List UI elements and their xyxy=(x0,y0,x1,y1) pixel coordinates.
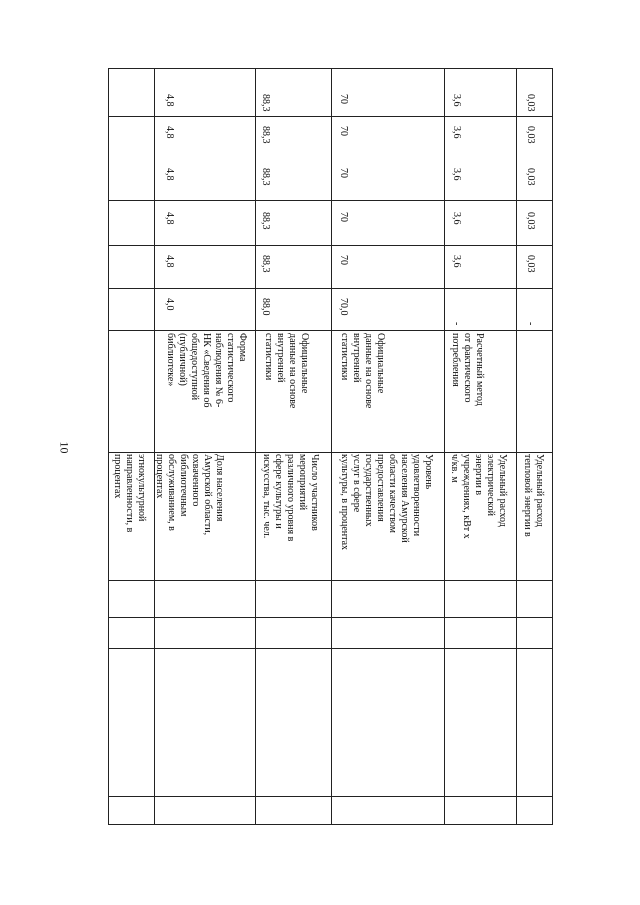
value-cell-2-0: 88,0 xyxy=(260,298,271,316)
col-divider-2 xyxy=(108,200,553,201)
row-divider-1 xyxy=(154,68,155,825)
col-divider-1 xyxy=(108,116,553,117)
col-divider-5 xyxy=(108,330,553,331)
value-cell-5-4: 0,03 xyxy=(525,126,536,144)
value-cell-2-5: 70 xyxy=(338,94,349,104)
value-cell-3-0: 70,0 xyxy=(338,298,349,316)
indicator-cell-0: этнокультурной направленности, в процентах xyxy=(112,454,147,533)
value-cell-5-1: 0,03 xyxy=(525,255,536,273)
value-cell-4-5: 0,03 xyxy=(525,94,536,112)
value-cell-5-2: 0,03 xyxy=(525,212,536,230)
value-cell-3-1: 70 xyxy=(338,255,349,265)
value-cell-3-3: 70 xyxy=(338,168,349,178)
indicator-cell-1: Доля населения Амурской области, охваченного библиотечным обслуживанием, в процентах xyxy=(154,454,225,536)
value-cell-1-0: 4,0 xyxy=(164,298,175,311)
row-divider-4 xyxy=(444,68,445,825)
value-cell-2-3: 88,3 xyxy=(260,168,271,186)
method-cell-2: Официальные данные на основе внутренней статистики xyxy=(263,333,310,409)
value-cell-5-3: 0,03 xyxy=(525,168,536,186)
page-number: 10 xyxy=(57,441,72,454)
method-cell-3: Официальные данные на основе внутренней статистики xyxy=(339,333,386,409)
value-cell-4-1: 3,6 xyxy=(451,255,462,268)
value-cell-2-4: 88,3 xyxy=(260,126,271,144)
value-cell-4-3: 3,6 xyxy=(451,168,462,181)
value-cell-5-0: - xyxy=(525,322,536,326)
value-cell-3-5: 3,6 xyxy=(451,94,462,107)
indicator-cell-4: Удельный расход электрической энергии в учреждениях, кВт х ч/кв. м xyxy=(449,454,508,539)
value-cell-0-5: 4,8 xyxy=(164,94,175,107)
col-divider-10 xyxy=(108,796,553,797)
col-divider-4 xyxy=(108,288,553,289)
row-divider-3 xyxy=(331,68,332,825)
row-divider-5 xyxy=(516,68,517,825)
col-divider-3 xyxy=(108,245,553,246)
indicator-cell-2: Число участников мероприятий различного уровня в сфере культуры и искусства, тыс. чел. xyxy=(261,454,320,542)
value-cell-4-0: - xyxy=(451,322,462,326)
value-cell-1-4: 4,8 xyxy=(164,126,175,139)
method-cell-1: Форма статистического наблюдения № 6- НК «Сведения об общедоступной (публичной) библиотеке» xyxy=(165,333,248,408)
table-border-left xyxy=(108,68,109,825)
col-divider-6 xyxy=(108,452,553,453)
table-border-right xyxy=(552,68,553,825)
value-cell-1-2: 4,8 xyxy=(164,212,175,225)
value-cell-4-2: 3,6 xyxy=(451,212,462,225)
method-cell-4: Расчетный метод от фактического потребления xyxy=(450,333,485,406)
col-divider-8 xyxy=(108,617,553,618)
value-cell-1-3: 4,8 xyxy=(164,168,175,181)
row-divider-2 xyxy=(255,68,256,825)
value-cell-2-1: 88,3 xyxy=(260,255,271,273)
value-cell-2-2: 88,3 xyxy=(260,212,271,230)
value-cell-3-4: 70 xyxy=(338,126,349,136)
value-cell-1-1: 4,8 xyxy=(164,255,175,268)
col-divider-9 xyxy=(108,648,553,649)
value-cell-1-5: 88,3 xyxy=(260,94,271,112)
col-divider-7 xyxy=(108,580,553,581)
indicator-cell-5: Удельный расход тепловой энергии в xyxy=(522,454,545,537)
indicator-cell-3: Уровень удовлетворенности населения Амурской области качеством предоставления государственных услуг в сфере культуры, в процентах xyxy=(339,454,434,551)
value-cell-3-2: 70 xyxy=(338,212,349,222)
value-cell-4-4: 3,6 xyxy=(451,126,462,139)
